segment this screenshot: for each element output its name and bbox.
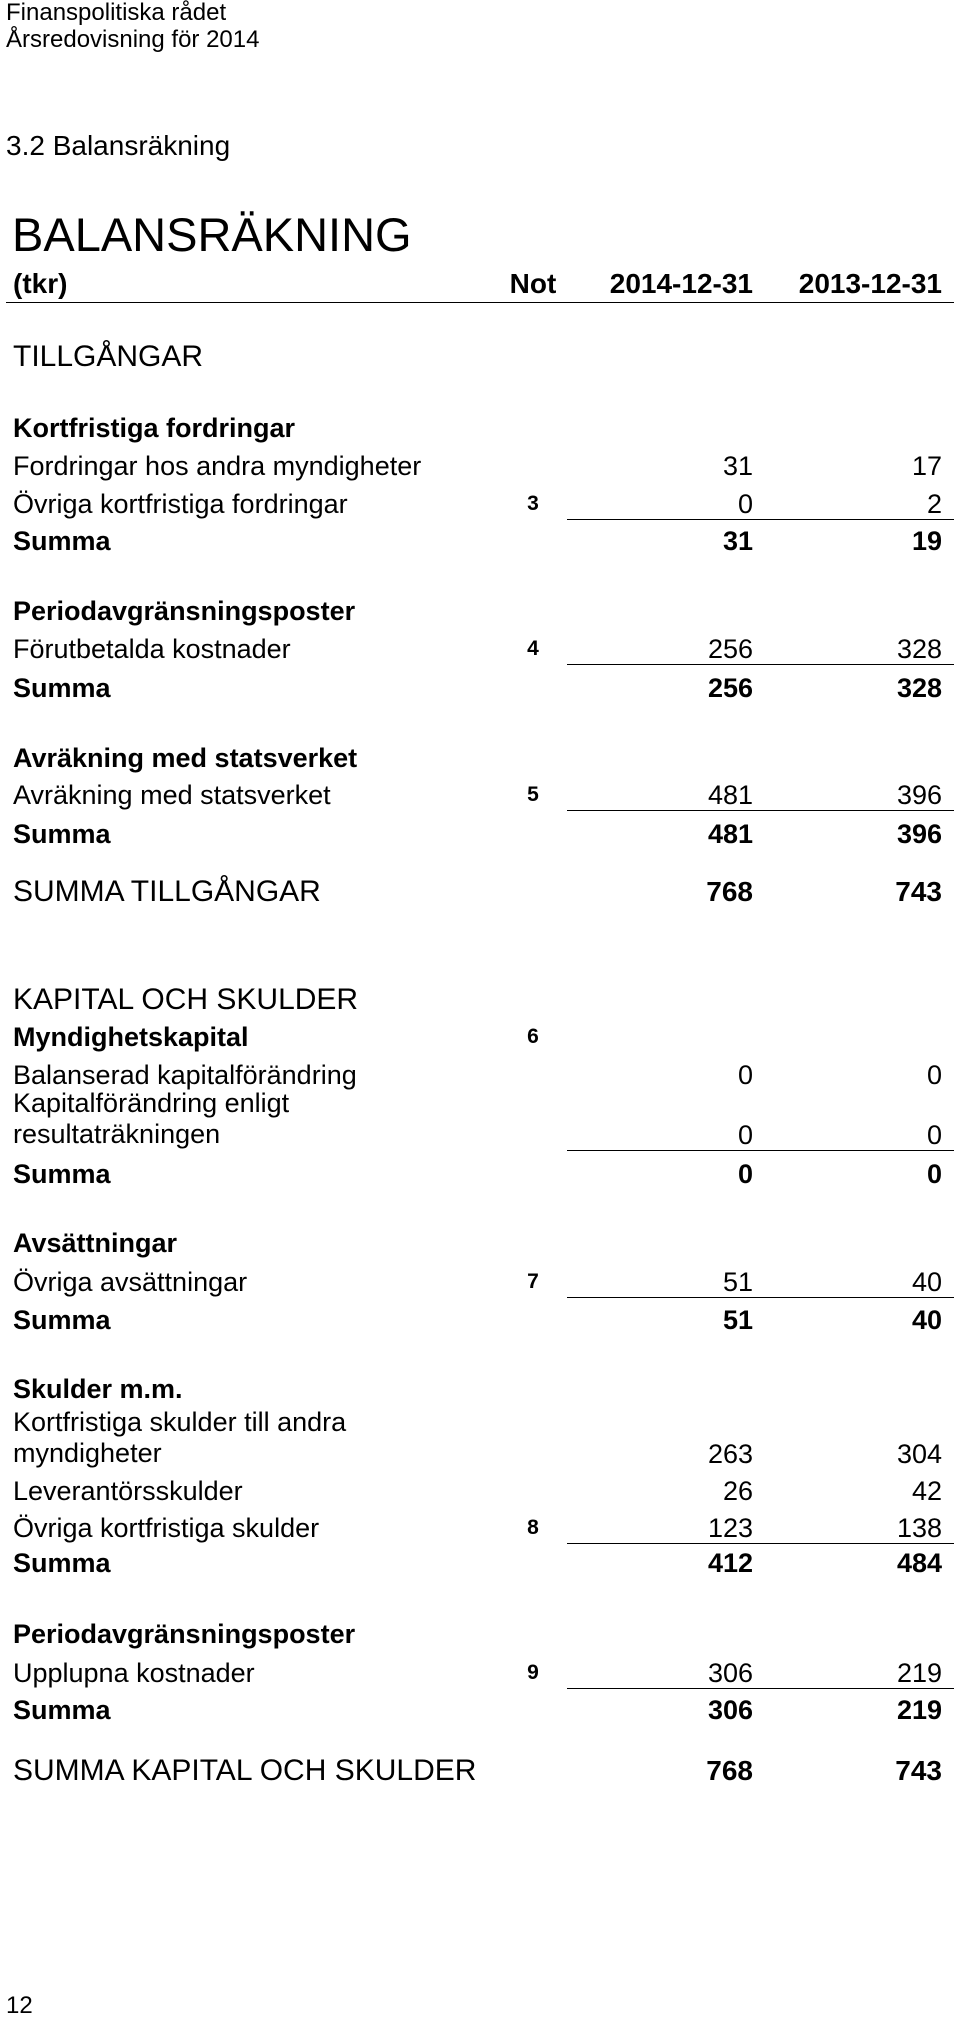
group-heading-label: Skulder m.m. [13, 1374, 183, 1404]
previous-year-value: 0 [926, 1120, 942, 1150]
line-item-label: Avräkning med statsverket [13, 780, 331, 810]
subtotal-row [0, 1547, 960, 1579]
section-heading-label: TILLGÅNGAR [13, 340, 204, 373]
previous-year-value: 396 [896, 780, 942, 810]
line-item-row [0, 633, 960, 665]
unit-header: (tkr) [13, 268, 68, 299]
current-year-value: 306 [707, 1695, 753, 1725]
page-number: 12 [6, 1992, 33, 2019]
current-year-value: 768 [706, 876, 753, 907]
group-heading-label: Kortfristiga fordringar [13, 413, 296, 443]
subtotal-label: Summa [13, 1695, 111, 1725]
previous-year-value: 219 [896, 1695, 942, 1725]
line-item-label: Övriga kortfristiga skulder [13, 1513, 320, 1543]
subtotal-rule [567, 1543, 954, 1544]
current-year-value: 263 [707, 1439, 753, 1469]
current-year-value: 481 [707, 780, 753, 810]
note-column-header: Not [509, 268, 557, 299]
current-year-value: 306 [707, 1658, 753, 1688]
subtotal-rule [567, 519, 954, 520]
line-item-label: Förutbetalda kostnader [13, 634, 291, 664]
subtotal-label: Summa [13, 673, 111, 703]
previous-year-value: 42 [911, 1476, 942, 1506]
line-item-label: Kortfristiga skulder till andra myndigheter [13, 1407, 347, 1468]
statement-title: BALANSRÄKNING [12, 208, 412, 261]
group-heading-row [0, 1618, 960, 1650]
note-reference: 5 [527, 783, 539, 806]
current-year-value: 26 [722, 1476, 753, 1506]
note-reference: 4 [527, 637, 539, 660]
line-item-label: Övriga avsättningar [13, 1267, 248, 1297]
group-heading-label: Myndighetskapital [13, 1022, 249, 1052]
current-year-value: 0 [737, 1120, 753, 1150]
subtotal-rule [567, 1297, 954, 1298]
group-heading-row [0, 742, 960, 774]
subtotal-row [0, 525, 960, 557]
previous-year-value: 138 [896, 1513, 942, 1543]
previous-year-value: 0 [926, 1159, 942, 1189]
previous-date-header: 2013-12-31 [798, 268, 942, 299]
line-item-row [0, 1088, 960, 1151]
current-date-header: 2014-12-31 [609, 268, 753, 299]
subtotal-label: Summa [13, 1548, 111, 1578]
line-item-label: Leverantörsskulder [13, 1476, 243, 1506]
previous-year-value: 19 [911, 526, 942, 556]
grand-total-row [0, 1755, 960, 1787]
previous-year-value: 396 [896, 819, 942, 849]
group-heading-row [0, 412, 960, 444]
subtotal-label: Summa [13, 526, 111, 556]
group-heading-row [0, 1021, 960, 1053]
line-item-row [0, 1059, 960, 1091]
group-heading-row [0, 1227, 960, 1259]
note-reference: 8 [527, 1516, 539, 1539]
current-year-value: 412 [707, 1548, 753, 1578]
subtotal-rule [567, 664, 954, 665]
line-item-row [0, 488, 960, 520]
grand-total-label: SUMMA KAPITAL OCH SKULDER [13, 1754, 477, 1787]
subtotal-label: Summa [13, 1305, 111, 1335]
section-heading-row [0, 984, 960, 1016]
previous-year-value: 328 [896, 673, 942, 703]
section-heading-label: KAPITAL OCH SKULDER [13, 983, 359, 1016]
group-heading-label: Avsättningar [13, 1228, 178, 1258]
section-title: 3.2 Balansräkning [6, 130, 231, 161]
current-year-value: 123 [707, 1513, 753, 1543]
current-year-value: 31 [722, 451, 753, 481]
current-year-value: 256 [707, 634, 753, 664]
group-heading-row [0, 1373, 960, 1405]
line-item-row [0, 450, 960, 482]
previous-year-value: 743 [895, 1755, 942, 1786]
previous-year-value: 484 [896, 1548, 942, 1578]
current-year-value: 0 [737, 489, 753, 519]
line-item-row [0, 1475, 960, 1507]
subtotal-label: Summa [13, 1159, 111, 1189]
current-year-value: 256 [707, 673, 753, 703]
current-year-value: 31 [722, 526, 753, 556]
subtotal-row [0, 1158, 960, 1190]
previous-year-value: 40 [911, 1305, 942, 1335]
previous-year-value: 304 [896, 1439, 942, 1469]
line-item-label: Balanserad kapitalförändring [13, 1060, 357, 1090]
current-year-value: 0 [737, 1159, 753, 1189]
previous-year-value: 0 [926, 1060, 942, 1090]
note-reference: 6 [527, 1025, 539, 1048]
note-reference: 7 [527, 1270, 539, 1293]
current-year-value: 481 [707, 819, 753, 849]
previous-year-value: 17 [911, 451, 942, 481]
line-item-label: Fordringar hos andra myndigheter [13, 451, 422, 481]
previous-year-value: 328 [896, 634, 942, 664]
subtotal-row [0, 1304, 960, 1336]
subtotal-rule [567, 1688, 954, 1689]
line-item-row [0, 1512, 960, 1544]
current-year-value: 51 [722, 1305, 753, 1335]
line-item-row [0, 1266, 960, 1298]
section-heading-row [0, 341, 960, 373]
subtotal-row [0, 1694, 960, 1726]
previous-year-value: 2 [926, 489, 942, 519]
previous-year-value: 219 [896, 1658, 942, 1688]
previous-year-value: 40 [911, 1267, 942, 1297]
line-item-row [0, 1407, 960, 1470]
group-heading-label: Periodavgränsningsposter [13, 596, 356, 626]
line-item-label: Kapitalförändring enligt resultaträkningen [13, 1088, 290, 1149]
note-reference: 9 [527, 1661, 539, 1684]
line-item-label: Övriga kortfristiga fordringar [13, 489, 348, 519]
current-year-value: 51 [722, 1267, 753, 1297]
line-item-row [0, 1657, 960, 1689]
subtotal-row [0, 672, 960, 704]
subtotal-label: Summa [13, 819, 111, 849]
subtotal-rule [567, 810, 954, 811]
note-reference: 3 [527, 492, 539, 515]
grand-total-row [0, 876, 960, 908]
group-heading-row [0, 595, 960, 627]
subtotal-rule [567, 1150, 954, 1151]
report-title: Årsredovisning för 2014 [6, 26, 260, 53]
current-year-value: 768 [706, 1755, 753, 1786]
line-item-row [0, 779, 960, 811]
grand-total-label: SUMMA TILLGÅNGAR [13, 875, 321, 908]
line-item-label: Upplupna kostnader [13, 1658, 255, 1688]
subtotal-row [0, 818, 960, 850]
group-heading-label: Periodavgränsningsposter [13, 1619, 356, 1649]
group-heading-label: Avräkning med statsverket [13, 743, 358, 773]
current-year-value: 0 [737, 1060, 753, 1090]
organization-name: Finanspolitiska rådet [6, 0, 227, 26]
previous-year-value: 743 [895, 876, 942, 907]
